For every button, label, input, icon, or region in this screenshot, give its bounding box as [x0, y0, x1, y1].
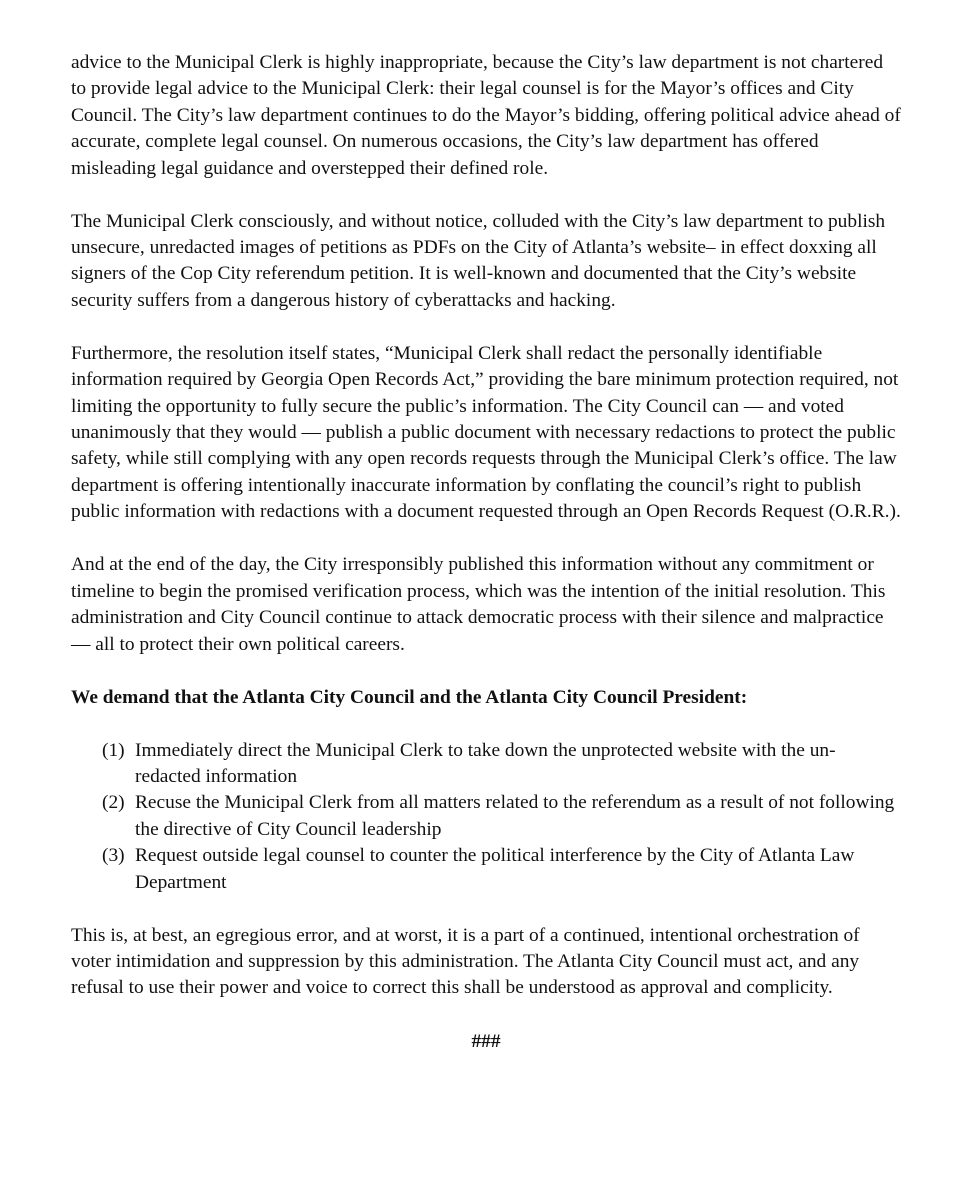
- demand-number: (1): [102, 739, 125, 761]
- demand-item: [71, 738, 901, 791]
- demand-item: [71, 790, 901, 843]
- paragraph-law-department: advice to the Municipal Clerk is highly inappropriate, because the City’s law department is not chartered to provide legal advice to the Municipal Clerk: their legal counsel is for the Mayor’s offices and City Council. The City’s law department continues to do the Mayor’s bidding, offering political advice ahead of accurate, complete legal counsel. On numerous occasions, the City’s law department has offered misleading legal guidance and overstepped their defined role.: [71, 52, 901, 179]
- demand-text: Recuse the Municipal Clerk from all matters related to the referendum as a result of not following the directive of City Council leadership: [135, 792, 895, 840]
- end-mark: ###: [471, 1030, 501, 1052]
- paragraph-resolution: Furthermore, the resolution itself states, “Municipal Clerk shall redact the personally identifiable information required by Georgia Open Records Act,” providing the bare minimum protection required, not limiting the opportunity to fully secure the public’s information. The City Council can — and voted unanimously that they would — publish a public document with necessary redactions to protect the public safety, while still complying with any open records requests through the Municipal Clerk’s office. The law department is offering intentionally inaccurate information by conflating the council’s right to publish public information with redactions with a document requested through an Open Records Request (O.R.R.).: [71, 342, 901, 523]
- demand-text: Request outside legal counsel to counter the political interference by the City of Atlanta Law Department: [135, 845, 855, 893]
- document-page: [71, 50, 901, 1055]
- paragraph-end-of-day: And at the end of the day, the City irresponsibly published this information without any commitment or timeline to begin the promised verification process, which was the intention of the initial resolution. This administration and City Council continue to attack democratic process with their silence and malpractice — all to protect their own political careers.: [71, 554, 886, 655]
- paragraph-closing: This is, at best, an egregious error, and at worst, it is a part of a continued, intentional orchestration of voter intimidation and suppression by this administration. The Atlanta City Council must act, and any refusal to use their power and voice to correct this shall be understood as approval and complicity.: [71, 924, 860, 999]
- demand-item: [71, 843, 901, 896]
- demand-number: (3): [102, 845, 125, 867]
- demand-list: [71, 738, 901, 896]
- demand-number: (2): [102, 792, 125, 814]
- paragraph-doxxing: The Municipal Clerk consciously, and without notice, colluded with the City’s law department to publish unsecure, unredacted images of petitions as PDFs on the City of Atlanta’s website– in effect doxxing all signers of the Cop City referendum petition. It is well-known and documented that the City’s website security suffers from a dangerous history of cyberattacks and hacking.: [71, 210, 886, 311]
- demand-text: Immediately direct the Municipal Clerk to take down the unprotected website with the un-redacted information: [135, 739, 836, 787]
- demand-heading: We demand that the Atlanta City Council and the Atlanta City Council President:: [71, 686, 748, 708]
